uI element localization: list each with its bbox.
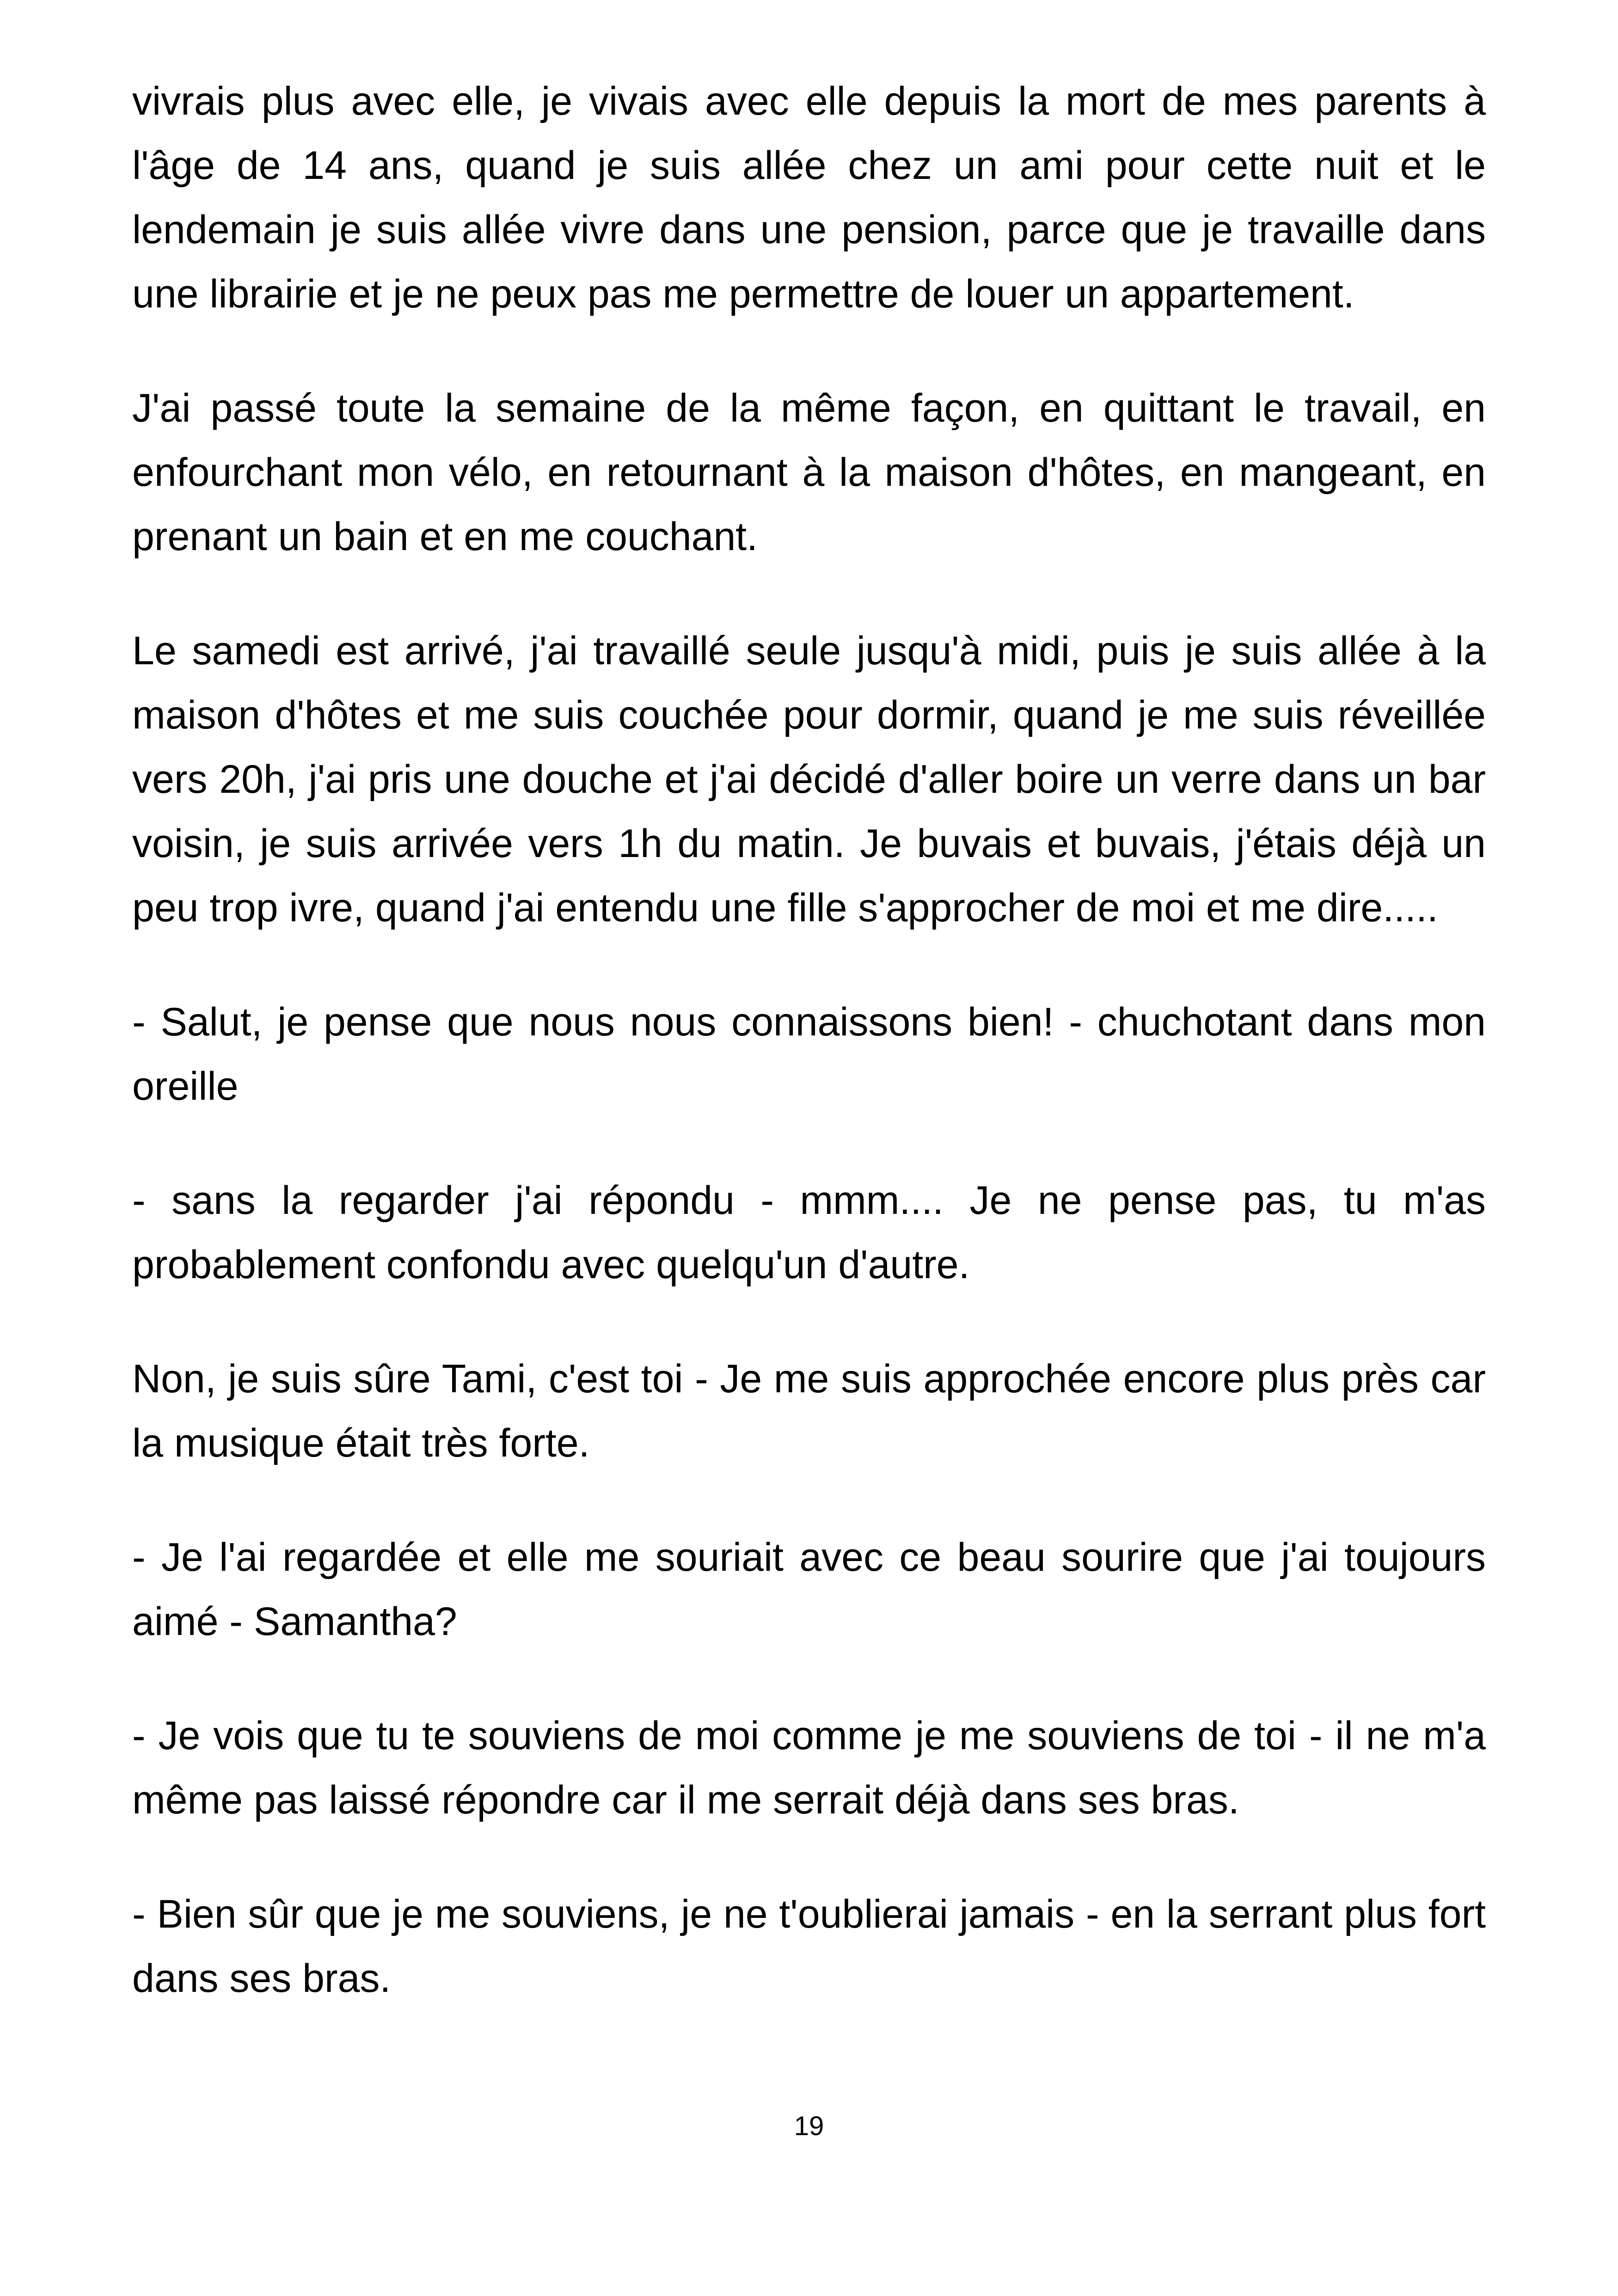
paragraph: J'ai passé toute la semaine de la même façon, en quittant le travail, en enfourchant mon vélo, en retournant à la maison d'hôtes, en mangeant, en prenant un bain et en me couchant. bbox=[132, 386, 1486, 559]
paragraph: - Je vois que tu te souviens de moi comme je me souviens de toi - il ne m'a même pas laissé répondre car il me serrait déjà dans ses bras. bbox=[132, 1714, 1486, 1822]
paragraph: Non, je suis sûre Tami, c'est toi - Je me suis approchée encore plus près car la musique était très forte. bbox=[132, 1357, 1486, 1465]
page-number: 19 bbox=[794, 2111, 824, 2141]
body-text bbox=[132, 69, 1486, 2061]
paragraph: - Salut, je pense que nous nous connaissons bien! - chuchotant dans mon oreille bbox=[132, 1000, 1486, 1108]
paragraph: Le samedi est arrivé, j'ai travaillé seule jusqu'à midi, puis je suis allée à la maison d'hôtes et me suis couchée pour dormir, quand je me suis réveillée vers 20h, j'ai pris une douche et j'ai décidé d'aller boire un verre dans un bar voisin, je suis arrivée vers 1h du matin. Je buvais et buvais, j'étais déjà un peu trop ivre, quand j'ai entendu une fille s'approcher de moi et me dire..... bbox=[132, 629, 1486, 930]
paragraph: - sans la regarder j'ai répondu - mmm.... Je ne pense pas, tu m'as probablement confondu avec quelqu'un d'autre. bbox=[132, 1178, 1486, 1287]
paragraph: - Bien sûr que je me souviens, je ne t'oublierai jamais - en la serrant plus fort dans ses bras. bbox=[132, 1892, 1486, 2001]
paragraph: vivrais plus avec elle, je vivais avec elle depuis la mort de mes parents à l'âge de 14 ans, quand je suis allée chez un ami pour cette nuit et le lendemain je suis allée vivre dans une pension, parce que je travaille dans une librairie et je ne peux pas me permettre de louer un appartement. bbox=[132, 79, 1486, 316]
paragraph: - Je l'ai regardée et elle me souriait avec ce beau sourire que j'ai toujours aimé - Samantha? bbox=[132, 1535, 1486, 1644]
